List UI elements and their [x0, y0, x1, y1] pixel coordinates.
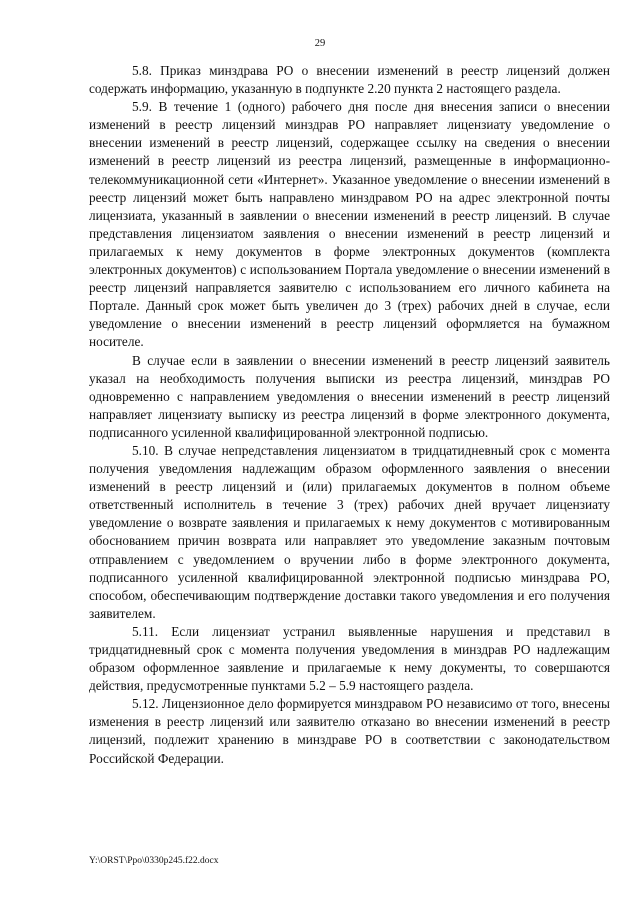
paragraph-5-9-extract: В случае если в заявлении о внесении изменений в реестр лицензий заявитель указал на необходимость получения выписки из реестра лицензий, минздрав РО одновременно с направлением уведомления о внесении изменений в реестр лицензий направляет лицензиату выписку из реестра лицензий в форме электронного документа, подписанного усиленной квалифицированной электронной подписью. — [89, 352, 610, 440]
paragraph-5-12: 5.12. Лицензионное дело формируется минздравом РО независимо от того, внесены изменения в реестр лицензий или заявителю отказано во внесении изменений в реестр лицензий, подлежит хранению в минздраве РО в соответствии с законодательством Российской Федерации. — [89, 696, 610, 766]
paragraph-5-10: 5.10. В случае непредставления лицензиатом в тридцатидневный срок с момента получения уведомления надлежащим образом оформленного заявления о внесении изменений в реестр лицензий и (или) прилагаемых документов в полном объеме ответственный исполнитель в течение 3 (трех) рабочих дней вручает лицензиату уведомление о возврате заявления и прилагаемых к нему документов с мотивированным обоснованием причин возврата или направляет это уведомление заказным почтовым отправлением с уведомлением о вручении либо в форме электронного документа, подписанного усиленной квалифицированной электронной подписью минздрава РО, способом, обеспечивающим подтверждение доставки такого уведомления и его получения заявителем. — [89, 442, 610, 621]
document-body — [89, 62, 610, 768]
page-number: 29 — [314, 38, 326, 49]
footer-file-path: Y:\ORST\Ppo\0330p245.f22.docx — [89, 856, 219, 866]
paragraph-5-8: 5.8. Приказ минздрава РО о внесении изменений в реестр лицензий должен содержать информацию, указанную в подпункте 2.20 пункта 2 настоящего раздела. — [89, 63, 610, 97]
paragraph-5-9: 5.9. В течение 1 (одного) рабочего дня после дня внесения записи о внесении изменений в реестр лицензий минздрав РО направляет лицензиату уведомление о внесении изменений в реестр лицензий, содержащее ссылку на сведения о внесении изменений в реестр лицензий из реестра лицензий, размещенные в информационно-телекоммуникационной сети «Интернет». Указанное уведомление о внесении изменений в реестр лицензий может быть направлено минздравом РО на адрес электронной почты лицензиата, указанный в заявлении о внесении изменений в реестр лицензий. В случае представления лицензиатом заявления о внесении изменений в реестр лицензий и прилагаемых к нему документов в форме электронных документов (комплекта электронных документов) с использованием Портала уведомление о внесении изменений в реестр лицензий направляется заявителю с использованием его личного кабинета на Портале. Данный срок может быть увеличен до 3 (трех) рабочих дней в случае, если уведомление о внесении изменений в реестр лицензий оформляется на бумажном носителе. — [89, 99, 610, 350]
paragraph-5-11: 5.11. Если лицензиат устранил выявленные нарушения и представил в тридцатидневный срок с момента получения уведомления в минздрав РО надлежащим образом оформленное заявление и прилагаемые к нему документы, то совершаются действия, предусмотренные пунктами 5.2 – 5.9 настоящего раздела. — [89, 623, 610, 694]
